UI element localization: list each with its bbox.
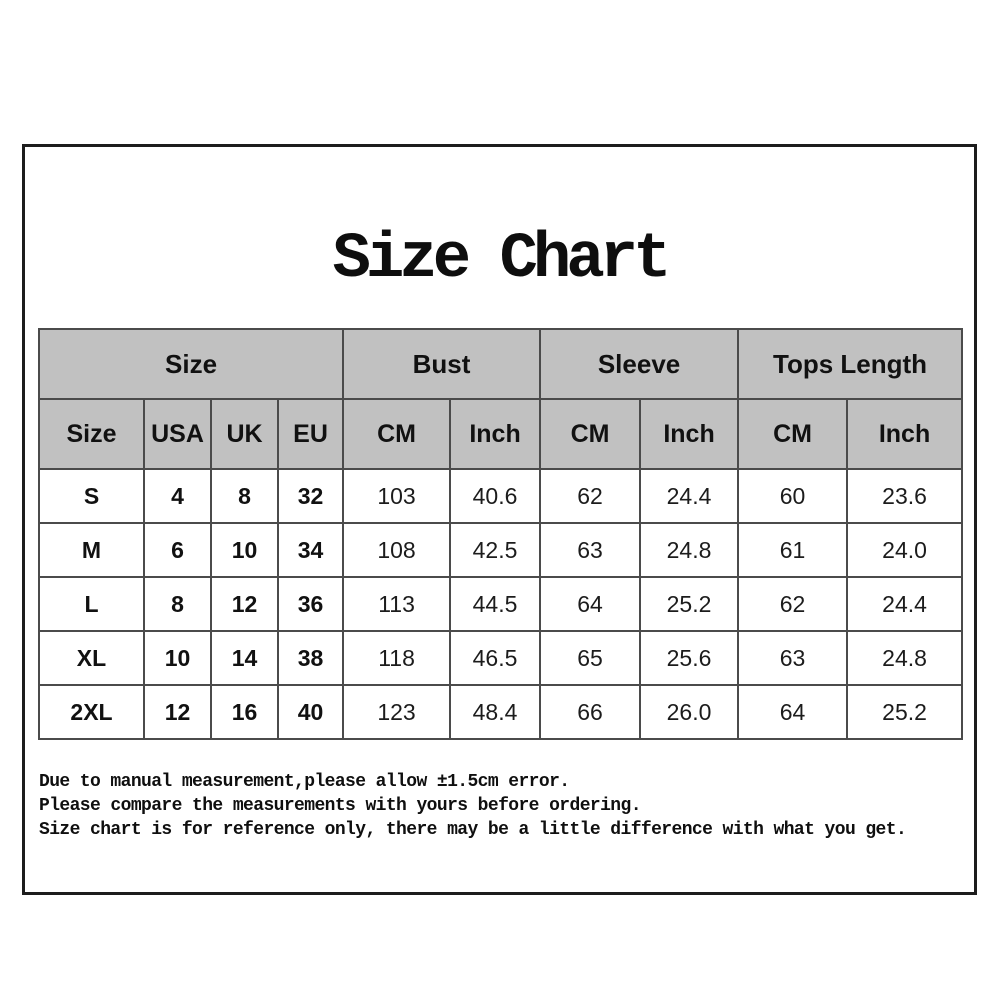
table-cell: XL	[39, 631, 144, 685]
note-line-2: Please compare the measurements with yours before ordering.	[39, 795, 641, 816]
table-cell: 44.5	[450, 577, 540, 631]
column-header-sleeve-cm: CM	[540, 399, 640, 469]
table-cell: 118	[343, 631, 450, 685]
table-row-xl	[39, 631, 962, 685]
table-cell: 36	[278, 577, 343, 631]
table-cell: 108	[343, 523, 450, 577]
column-header-bust-inch: Inch	[450, 399, 540, 469]
table-cell: 113	[343, 577, 450, 631]
table-cell: 103	[343, 469, 450, 523]
column-header-sleeve-inch: Inch	[640, 399, 738, 469]
table-cell: 32	[278, 469, 343, 523]
table-cell: 16	[211, 685, 278, 739]
table-cell: 12	[211, 577, 278, 631]
table-cell: 64	[540, 577, 640, 631]
table-cell: 24.8	[640, 523, 738, 577]
table-cell: 6	[144, 523, 211, 577]
table-cell: 8	[211, 469, 278, 523]
table-cell: 25.2	[847, 685, 962, 739]
table-cell: 66	[540, 685, 640, 739]
table-cell: 25.6	[640, 631, 738, 685]
table-cell: 62	[540, 469, 640, 523]
column-header-bust-cm: CM	[343, 399, 450, 469]
column-header-tops-cm: CM	[738, 399, 847, 469]
column-header-uk: UK	[211, 399, 278, 469]
table-cell: 24.4	[847, 577, 962, 631]
table-cell: 42.5	[450, 523, 540, 577]
table-cell: 61	[738, 523, 847, 577]
group-header-sleeve: Sleeve	[540, 329, 738, 399]
group-header-bust: Bust	[343, 329, 540, 399]
note-line-3: Size chart is for reference only, there may be a little difference with what you get.	[39, 819, 907, 840]
table-cell: 40	[278, 685, 343, 739]
table-cell: 2XL	[39, 685, 144, 739]
table-row-2xl	[39, 685, 962, 739]
table-cell: 26.0	[640, 685, 738, 739]
column-header-tops-inch: Inch	[847, 399, 962, 469]
column-header-usa: USA	[144, 399, 211, 469]
table-row-l	[39, 577, 962, 631]
measurement-notes	[39, 771, 969, 842]
group-header-tops-length: Tops Length	[738, 329, 962, 399]
group-header-row	[39, 329, 962, 399]
table-cell: 34	[278, 523, 343, 577]
column-header-eu: EU	[278, 399, 343, 469]
table-cell: 12	[144, 685, 211, 739]
column-header-row	[39, 399, 962, 469]
table-cell: 25.2	[640, 577, 738, 631]
table-row-s	[39, 469, 962, 523]
table-cell: 48.4	[450, 685, 540, 739]
table-cell: 123	[343, 685, 450, 739]
table-cell: 64	[738, 685, 847, 739]
table-cell: 24.0	[847, 523, 962, 577]
table-cell: 4	[144, 469, 211, 523]
table-cell: 60	[738, 469, 847, 523]
table-cell: 63	[540, 523, 640, 577]
table-cell: 63	[738, 631, 847, 685]
table-cell: 46.5	[450, 631, 540, 685]
table-cell: 62	[738, 577, 847, 631]
table-cell: 10	[211, 523, 278, 577]
table-cell: 24.4	[640, 469, 738, 523]
note-line-1: Due to manual measurement,please allow ±1.5cm error.	[39, 772, 570, 792]
table-cell: 40.6	[450, 469, 540, 523]
column-header-size: Size	[39, 399, 144, 469]
size-chart-table	[38, 328, 963, 740]
table-cell: 23.6	[847, 469, 962, 523]
table-cell: 14	[211, 631, 278, 685]
table-cell: 38	[278, 631, 343, 685]
page-title: Size Chart	[332, 224, 667, 296]
group-header-size: Size	[39, 329, 343, 399]
table-cell: 8	[144, 577, 211, 631]
table-cell: 65	[540, 631, 640, 685]
table-cell: 10	[144, 631, 211, 685]
table-cell: L	[39, 577, 144, 631]
table-cell: M	[39, 523, 144, 577]
table-row-m	[39, 523, 962, 577]
table-cell: 24.8	[847, 631, 962, 685]
table-cell: S	[39, 469, 144, 523]
